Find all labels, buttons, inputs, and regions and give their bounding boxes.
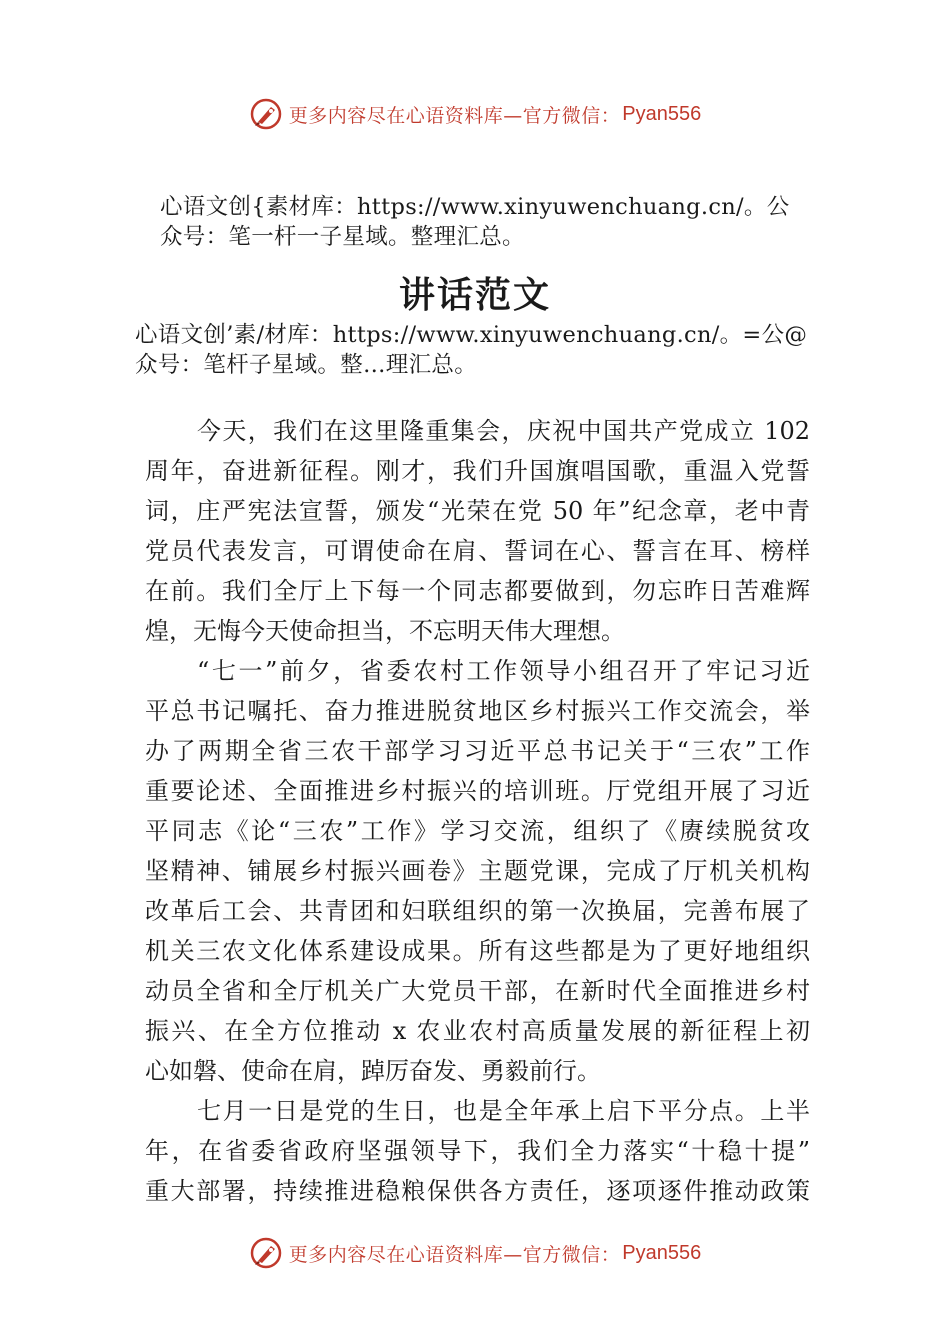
speech-body <box>145 411 810 1211</box>
text-line: 机关三农文化体系建设成果。所有这些都是为了更好地组织 <box>145 937 810 965</box>
text-line: 七月一日是党的生日，也是全年承上启下平分点。上半 <box>197 1097 810 1125</box>
quill-pen-logo-icon <box>249 97 283 131</box>
text-line: 党员代表发言，可谓使命在肩、誓词在心、誓言在耳、榜样 <box>145 537 810 565</box>
text-line: 平同志《论“三农”工作》学习交流，组织了《赓续脱贫攻 <box>145 817 810 845</box>
text-line: 振兴、在全方位推动 x 农业农村高质量发展的新征程上初 <box>145 1017 810 1045</box>
source-note-top-line: 心语文创{素材库：https://www.xinyuwenchuang.cn/。公 <box>160 194 790 220</box>
text-line: 煌，无悔今天使命担当，不忘明天伟大理想。 <box>145 617 625 645</box>
source-note-second-line: 心语文创’素/材库：https://www.xinyuwenchuang.cn/。=公@ <box>135 322 808 348</box>
banner-text: 更多内容尽在心语资料库—官方微信： <box>288 1243 621 1266</box>
paragraph-1 <box>145 411 810 651</box>
paragraph-2 <box>145 651 810 1091</box>
text-line: 今天，我们在这里隆重集会，庆祝中国共产党成立 102 <box>197 417 810 445</box>
source-note-second-line: 众号：笔杆子星域。整…理汇总。 <box>135 352 478 378</box>
text-line: “七一”前夕，省委农村工作领导小组召开了牢记习近 <box>197 657 810 685</box>
text-line: 坚精神、铺展乡村振兴画卷》主题党课，完成了厅机关机构 <box>145 857 810 885</box>
source-note-second <box>135 320 835 380</box>
header-banner <box>0 94 950 134</box>
text-line: 办了两期全省三农干部学习习近平总书记关于“三农”工作 <box>145 737 810 765</box>
footer-banner <box>0 1233 950 1273</box>
text-line: 重大部署，持续推进稳粮保供各方责任，逐项逐件推动政策 <box>145 1177 810 1205</box>
text-line: 平总书记嘱托、奋力推进脱贫地区乡村振兴工作交流会，举 <box>145 697 810 725</box>
banner-wechat-id: Pyan556 <box>622 1241 702 1264</box>
text-line: 心如磐、使命在肩，踔厉奋发、勇毅前行。 <box>145 1057 601 1085</box>
document-title: 讲话范文 <box>398 274 551 316</box>
paragraph-3 <box>145 1091 810 1211</box>
banner-wechat-id: Pyan556 <box>622 102 702 125</box>
text-line: 重要论述、全面推进乡村振兴的培训班。厅党组开展了习近 <box>145 777 810 805</box>
text-line: 改革后工会、共青团和妇联组织的第一次换届，完善布展了 <box>145 897 810 925</box>
text-line: 年，在省委省政府坚强领导下，我们全力落实“十稳十提” <box>145 1137 810 1165</box>
text-line: 词，庄严宪法宣誓，颁发“光荣在党 50 年”纪念章，老中青 <box>145 497 810 525</box>
text-line: 动员全省和全厅机关广大党员干部，在新时代全面推进乡村 <box>145 977 810 1005</box>
source-note-top <box>160 192 820 252</box>
text-line: 在前。我们全厅上下每一个同志都要做到，勿忘昨日苦难辉 <box>145 577 810 605</box>
quill-pen-logo-icon <box>249 1236 283 1270</box>
banner-text: 更多内容尽在心语资料库—官方微信： <box>288 104 621 127</box>
source-note-top-line: 众号：笔一杆一子星域。整理汇总。 <box>160 224 525 250</box>
text-line: 周年，奋进新征程。刚才，我们升国旗唱国歌，重温入党誓 <box>145 457 810 485</box>
